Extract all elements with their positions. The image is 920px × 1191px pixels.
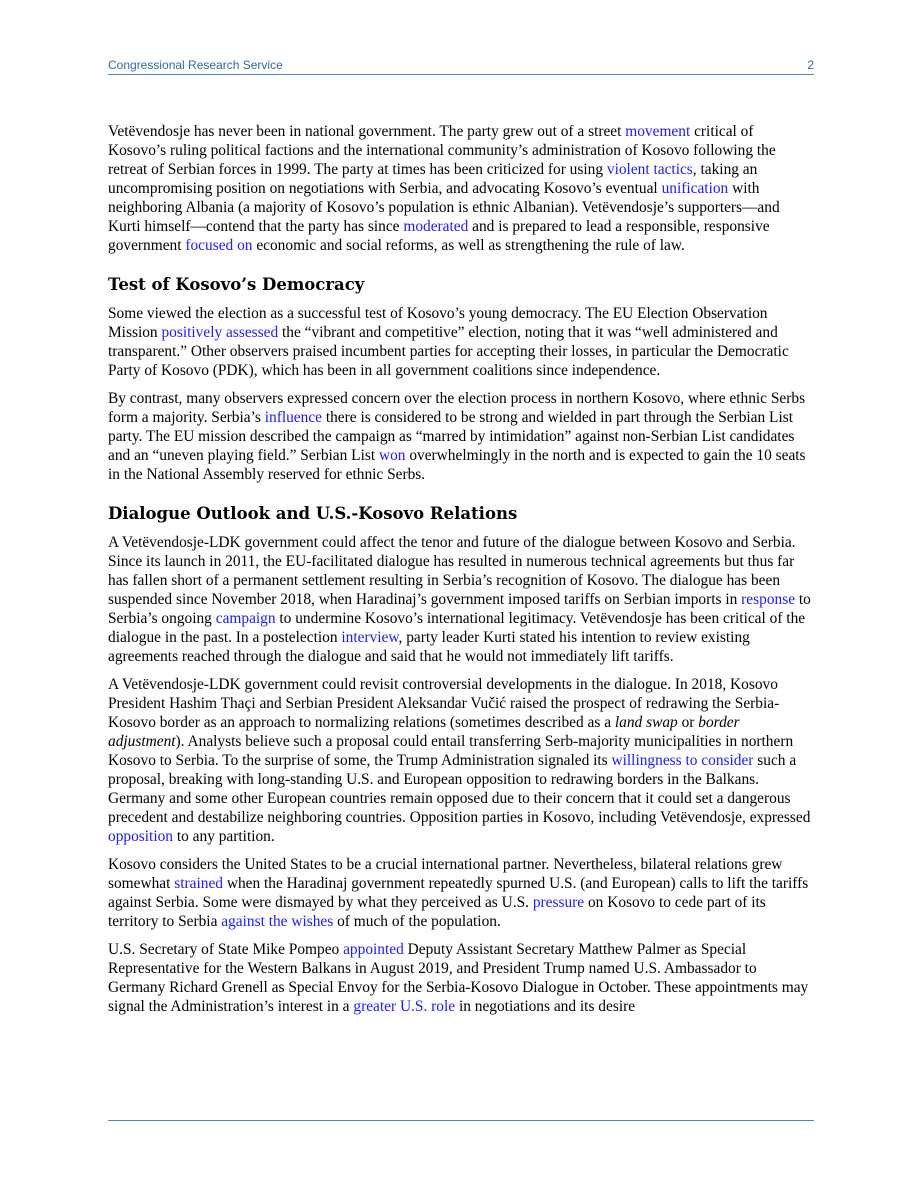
text: Some viewed the election as a successful test of Kosovo’s young democracy. The EU Election Observation Mission bbox=[108, 305, 768, 341]
link-opposition[interactable]: opposition bbox=[108, 828, 173, 845]
text: such a proposal, breaking with long-standing U.S. and European opposition to redrawing borders in the Balkans. Germany and some other European countries remain opposed due to their concern that it could set a dangerous precedent and destabilize neighboring countries. Opposition parties in Kosovo, including Vetëvendosje, expressed bbox=[108, 752, 811, 826]
link-moderated[interactable]: moderated bbox=[403, 218, 469, 235]
document-body bbox=[108, 122, 814, 1025]
link-campaign[interactable]: campaign bbox=[215, 610, 276, 627]
italic-term: border adjustment bbox=[108, 714, 740, 750]
text: critical of Kosovo’s ruling political factions and the international community’s administration of Kosovo following the retreat of Serbian forces in 1999. The party at times has been criticized for using bbox=[108, 123, 776, 178]
paragraph-border-adjustment bbox=[108, 675, 814, 846]
running-header bbox=[108, 58, 814, 74]
text: or bbox=[677, 714, 699, 731]
text: of much of the population. bbox=[333, 913, 501, 930]
link-willingness-to-consider[interactable]: willingness to consider bbox=[611, 752, 754, 769]
text: the “vibrant and competitive” election, noting that it was “well administered and transparent.” Other observers praised incumbent parties for accepting their losses, in particular the Democratic Party of Kosovo (PDK), which has been in all government coalitions since independence. bbox=[108, 324, 789, 379]
link-movement[interactable]: movement bbox=[625, 123, 691, 140]
text: overwhelmingly in the north and is expected to gain the 10 seats in the National Assembly reserved for ethnic Serbs. bbox=[108, 447, 806, 483]
text: , party leader Kurti stated his intention to review existing agreements reached through the dialogue and said that he would not immediately lift tariffs. bbox=[108, 629, 750, 665]
page-number: 2 bbox=[807, 58, 814, 72]
paragraph-us-appointments bbox=[108, 940, 814, 1016]
header-rule bbox=[108, 74, 814, 75]
text: ). Analysts believe such a proposal could entail transferring Serb-majority municipalities in northern Kosovo to Serbia. To the surprise of some, the Trump Administration signaled its bbox=[108, 733, 794, 769]
text: A Vetëvendosje-LDK government could revisit controversial developments in the dialogue. In 2018, Kosovo President Hashim Thaçi and Serbian President Aleksandar Vučić raised the prospect of redrawing the Serbia-Kosovo border as an approach to normalizing relations (sometimes described as a bbox=[108, 676, 780, 731]
link-response[interactable]: response bbox=[741, 591, 796, 608]
paragraph-us-partner bbox=[108, 855, 814, 931]
link-positively-assessed[interactable]: positively assessed bbox=[161, 324, 279, 341]
link-won[interactable]: won bbox=[378, 447, 406, 464]
link-pressure[interactable]: pressure bbox=[532, 894, 585, 911]
header-source: Congressional Research Service bbox=[108, 58, 283, 72]
text: to undermine Kosovo’s international legitimacy. Vetëvendosje has been critical of the dialogue in the past. In a postelection bbox=[108, 610, 806, 646]
text: economic and social reforms, as well as strengthening the rule of law. bbox=[252, 237, 685, 254]
text: with neighboring Albania (a majority of Kosovo’s population is ethnic Albanian). Vetëvendosje’s supporters—and Kurti himself—contend that the party has since bbox=[108, 180, 780, 235]
text: U.S. Secretary of State Mike Pompeo bbox=[108, 941, 344, 958]
text: when the Haradinaj government repeatedly spurned U.S. (and European) calls to lift the tariffs against Serbia. Some were dismayed by what they perceived as U.S. bbox=[108, 875, 809, 911]
paragraph-vetevendosje bbox=[108, 122, 814, 255]
link-violent-tactics[interactable]: violent tactics bbox=[606, 161, 693, 178]
text: By contrast, many observers expressed concern over the election process in northern Kosovo, where ethnic Serbs form a majority. Serbia’s bbox=[108, 390, 806, 426]
text: there is considered to be strong and wielded in part through the Serbian List party. The EU mission described the campaign as “marred by intimidation” against non-Serbian List candidates and an “uneven playing field.” Serbian List bbox=[108, 409, 795, 464]
text: Deputy Assistant Secretary Matthew Palmer as Special Representative for the Western Balkans in August 2019, and President Trump named U.S. Ambassador to Germany Richard Grenell as Special Envoy for the Serbia-Kosovo Dialogue in October. These appointments may signal the Administration’s interest in a bbox=[108, 941, 809, 1015]
text: to any partition. bbox=[173, 828, 275, 845]
link-greater-us-role[interactable]: greater U.S. role bbox=[353, 998, 456, 1015]
link-interview[interactable]: interview bbox=[341, 629, 399, 646]
link-appointed[interactable]: appointed bbox=[343, 941, 404, 958]
link-unification[interactable]: unification bbox=[661, 180, 729, 197]
paragraph-election-test bbox=[108, 304, 814, 380]
text: , taking an uncompromising position on negotiations with Serbia, and advocating Kosovo’s eventual bbox=[108, 161, 758, 197]
text: Vetëvendosje has never been in national government. The party grew out of a street bbox=[108, 123, 626, 140]
italic-term: land swap bbox=[614, 714, 678, 731]
text: in negotiations and its desire bbox=[455, 998, 636, 1015]
footer-rule bbox=[108, 1120, 814, 1121]
text: on Kosovo to cede part of its territory to Serbia bbox=[108, 894, 766, 930]
paragraph-northern-kosovo bbox=[108, 389, 814, 484]
heading-test-of-democracy: Test of Kosovo’s Democracy bbox=[108, 275, 365, 294]
paragraph-dialogue-tenor bbox=[108, 533, 814, 666]
text: to Serbia’s ongoing bbox=[108, 591, 811, 627]
text: Kosovo considers the United States to be a crucial international partner. Nevertheless, bilateral relations grew somewhat bbox=[108, 856, 783, 892]
heading-dialogue-outlook: Dialogue Outlook and U.S.-Kosovo Relations bbox=[108, 504, 518, 523]
link-influence[interactable]: influence bbox=[264, 409, 322, 426]
text: A Vetëvendosje-LDK government could affect the tenor and future of the dialogue between Kosovo and Serbia. Since its launch in 2011, the EU-facilitated dialogue has resulted in numerous technical agreements but thus far has fallen short of a permanent settlement resulting in Serbia’s recognition of Kosovo. The dialogue has been suspended since November 2018, when Haradinaj’s government imposed tariffs on Serbian imports in bbox=[108, 534, 796, 608]
text: and is prepared to lead a responsible, responsive government bbox=[108, 218, 770, 254]
link-strained[interactable]: strained bbox=[174, 875, 223, 892]
link-against-the-wishes[interactable]: against the wishes bbox=[221, 913, 334, 930]
link-focused-on[interactable]: focused on bbox=[185, 237, 253, 254]
